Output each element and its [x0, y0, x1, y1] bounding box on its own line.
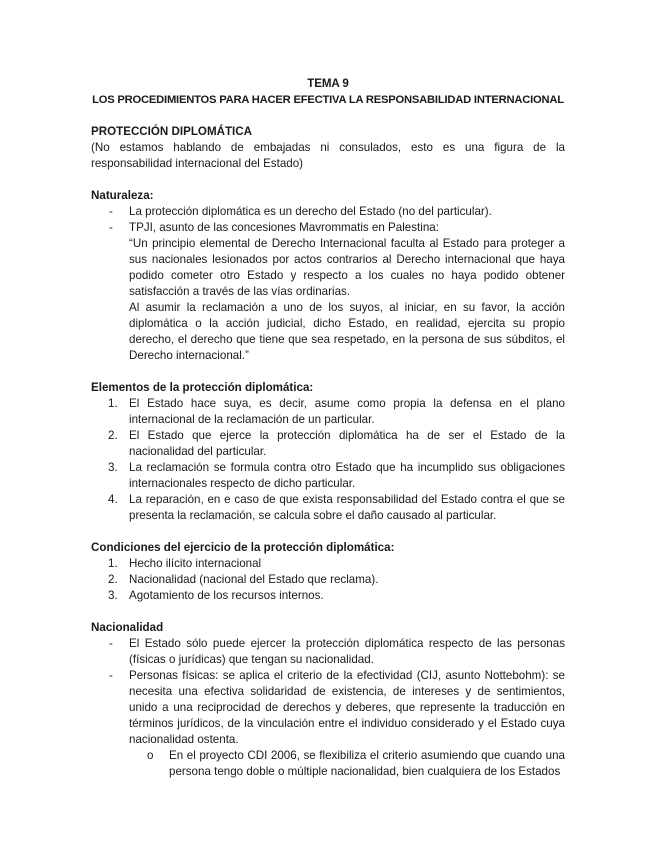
sub-list-item [91, 748, 565, 780]
list-item-text: El Estado hace suya, es decir, asume como propia la defensa en el plano internacional de la reclamación de un particular. [129, 397, 565, 426]
section-heading-nacionalidad: Nacionalidad [91, 621, 164, 634]
dash-marker: - [109, 221, 113, 234]
dash-marker: - [109, 669, 113, 682]
section-heading-condiciones: Condiciones del ejercicio de la protección diplomática: [91, 541, 395, 554]
naturaleza-list [91, 204, 565, 236]
list-item [91, 636, 565, 668]
quote-paragraph-1: “Un principio elemental de Derecho Internacional faculta al Estado para proteger a sus nacionales lesionados por actos contrarios al Derecho internacional que haya podido cometer otro Estado y respecto a los cuales no haya podido obtener satisfacción a través de las vías ordinarias. [129, 237, 565, 298]
list-item [91, 556, 565, 572]
section-heading-naturaleza: Naturaleza: [91, 189, 154, 202]
list-item-text: La reparación, en e caso de que exista responsabilidad del Estado contra el que se presenta la reclamación, se calcula sobre el daño causado al particular. [129, 493, 565, 522]
document-title: TEMA 9 [307, 77, 349, 90]
list-item [91, 588, 565, 604]
list-item [91, 492, 565, 524]
document-page [91, 76, 565, 780]
section-heading-elementos: Elementos de la protección diplomática: [91, 381, 314, 394]
list-item-text: Hecho ilícito internacional [129, 557, 262, 570]
nacionalidad-item-1: El Estado sólo puede ejercer la protección diplomática respecto de las personas (físicas o jurídicas) que tengan su nacionalidad. [129, 637, 565, 666]
list-number: 4. [108, 493, 118, 506]
dash-marker: - [109, 205, 113, 218]
list-number: 2. [108, 573, 118, 586]
list-number: 1. [108, 557, 118, 570]
list-item [91, 220, 565, 236]
elementos-list [91, 396, 565, 524]
list-item [91, 204, 565, 220]
list-item [91, 428, 565, 460]
nacionalidad-item-2: Personas físicas: se aplica el criterio de la efectividad (CIJ, asunto Nottebohm): se necesita una efectiva solidaridad de existencia, de intereses y de sentimientos, unido a una reciprocidad de derechos y deberes, que represente la traducción en términos jurídicos, de la vinculación entre el individuo considerado y el Estado cuya nacionalidad ostenta. [129, 669, 565, 746]
naturaleza-item-2: TPJI, asunto de las concesiones Mavrommatis en Palestina: [129, 221, 439, 234]
list-item-text: Agotamiento de los recursos internos. [129, 589, 324, 602]
list-number: 3. [108, 589, 118, 602]
list-item-text: Nacionalidad (nacional del Estado que reclama). [129, 573, 379, 586]
section-heading-proteccion: PROTECCIÓN DIPLOMÁTICA [91, 125, 253, 138]
list-item [91, 460, 565, 492]
list-item-text: El Estado que ejerce la protección diplomática ha de ser el Estado de la nacionalidad del particular. [129, 429, 565, 458]
list-item [91, 668, 565, 748]
naturaleza-item-1: La protección diplomática es un derecho del Estado (no del particular). [129, 205, 492, 218]
document-subtitle: LOS PROCEDIMIENTOS PARA HACER EFECTIVA LA RESPONSABILIDAD INTERNACIONAL [92, 94, 564, 106]
nacionalidad-subitem-1: En el proyecto CDI 2006, se flexibiliza el criterio asumiendo que cuando una persona tengo doble o múltiple nacionalidad, bien cualquiera de los Estados [169, 749, 565, 778]
list-item [91, 396, 565, 428]
dash-marker: - [109, 637, 113, 650]
condiciones-list [91, 556, 565, 604]
proteccion-note: (No estamos hablando de embajadas ni consulados, esto es una figura de la responsabilidad internacional del Estado) [91, 141, 565, 170]
quote-paragraph-2: Al asumir la reclamación a uno de los suyos, al iniciar, en su favor, la acción diplomática o la acción judicial, dicho Estado, en realidad, ejercita su propio derecho, el derecho que tiene que sea respetado, en la persona de sus súbditos, el Derecho internacional.” [129, 301, 565, 362]
list-number: 2. [108, 429, 118, 442]
list-item [91, 572, 565, 588]
nacionalidad-list [91, 636, 565, 780]
circle-marker: o [147, 749, 154, 762]
list-item-text: La reclamación se formula contra otro Estado que ha incumplido sus obligaciones internacionales respecto de dicho particular. [129, 461, 565, 490]
list-number: 3. [108, 461, 118, 474]
list-number: 1. [108, 397, 118, 410]
